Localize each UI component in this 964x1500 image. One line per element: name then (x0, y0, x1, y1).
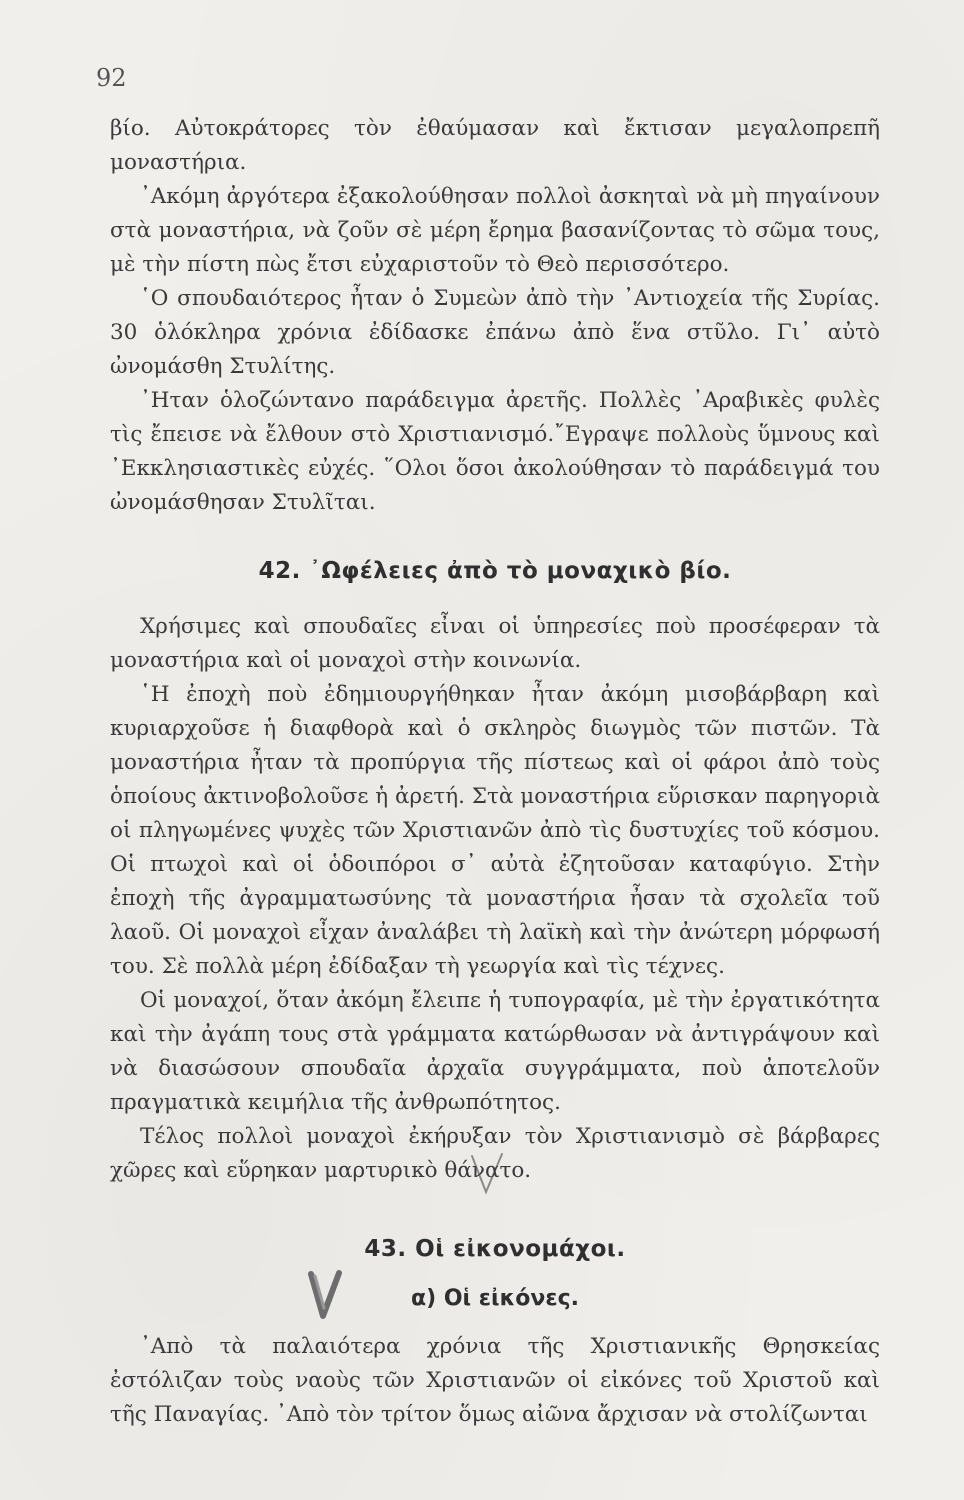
paragraph: ᾿Ακόμη ἀργότερα ἐξακολούθησαν πολλοὶ ἀσκηταὶ νὰ μὴ πηγαίνουν στὰ μοναστήρια, νὰ ζοῦν σὲ μέρη ἔρημα βασανίζοντας τὸ σῶμα τους, μὲ τὴν πίστη πὼς ἔτσι εὐχαριστοῦν τὸ Θεὸ περισσότερο. (110, 184, 880, 277)
subheading-icons: α) Οἱ εἰκόνες. (411, 1286, 579, 1311)
paragraph: Τέλος πολλοὶ μοναχοὶ ἐκήρυξαν τὸν Χριστιανισμὸ σὲ βάρβαρες χῶρες καὶ εὕρηκαν μαρτυρικὸ θάνατο. (110, 1124, 880, 1183)
page-number: 92 (96, 64, 127, 92)
paragraph: ῾Ο σπουδαιότερος ἦταν ὁ Συμεὼν ἀπὸ τὴν ᾿Αντιοχεία τῆς Συρίας. 30 ὁλόκληρα χρόνια ἐδίδασκε ἐπάνω ἀπὸ ἕνα στῦλο. Γι᾿ αὐτὸ ὠνομάσθη Στυλίτης. (110, 286, 880, 379)
paragraph: Χρήσιμες καὶ σπουδαῖες εἶναι οἱ ὑπηρεσίες ποὺ προσέφεραν τὰ μοναστήρια καὶ οἱ μοναχοὶ στὴν κοινωνία. (110, 614, 880, 673)
paragraph: ᾿Ηταν ὁλοζώντανο παράδειγμα ἀρετῆς. Πολλὲς ᾿Αραβικὲς φυλὲς τὶς ἔπεισε νὰ ἔλθουν στὸ Χριστιανισμό.῎Εγραψε πολλοὺς ὕμνους καὶ ᾿Εκκλησιαστικὲς εὐχές. ῞Ολοι ὅσοι ἀκολούθησαν τὸ παράδειγμά του ὠνομάσθησαν Στυλῖται. (110, 388, 880, 515)
paragraph: βίο. Αὐτοκράτορες τὸν ἐθαύμασαν καὶ ἔκτισαν μεγαλοπρεπῆ μοναστήρια. (110, 116, 880, 175)
handwritten-v-mark (308, 1270, 342, 1320)
paragraph: ῾Η ἐποχὴ ποὺ ἐδημιουργήθηκαν ἦταν ἀκόμη μισοβάρβαρη καὶ κυριαρχοῦσε ἡ διαφθορὰ καὶ ὁ σκληρὸς διωγμὸς τῶν πιστῶν. Τὰ μοναστήρια ἦταν τὰ προπύργια τῆς πίστεως καὶ οἱ φάροι ἀπὸ τοὺς ὁποίους ἀκτινοβολοῦσε ἡ ἀρετή. Στὰ μοναστήρια εὕρισκαν παρηγοριὰ οἱ πληγωμένες ψυχὲς τῶν Χριστιανῶν ἀπὸ τὶς δυστυχίες τοῦ κόσμου. Οἱ πτωχοὶ καὶ οἱ ὁδοιπόροι σ᾿ αὐτὰ ἐζητοῦσαν καταφύγιο. Στὴν ἐποχὴ τῆς ἀγραμματωσύνης τὰ μοναστήρια ἦσαν τὰ σχολεῖα τοῦ λαοῦ. Οἱ μοναχοὶ εἶχαν ἀναλάβει τὴ λαϊκὴ καὶ τὴν ἀνώτερη μόρφωσή του. Σὲ πολλὰ μέρη ἐδίδαξαν τὴ γεωργία καὶ τὶς τέχνες. (110, 682, 880, 979)
paragraph: Οἱ μοναχοί, ὅταν ἀκόμη ἔλειπε ἡ τυπογραφία, μὲ τὴν ἐργατικότητα καὶ τὴν ἀγάπη τους στὰ γράμματα κατώρθωσαν νὰ ἀντιγράψουν καὶ νὰ διασώσουν σπουδαῖα ἀρχαῖα συγγράμματα, ποὺ ἀποτελοῦν πραγματικὰ κειμήλια τῆς ἀνθρωπότητος. (110, 988, 880, 1115)
section-heading-43: 43. Οἱ εἰκονομάχοι. (364, 1236, 626, 1262)
section-heading-42: 42. ᾿Ωφέλειες ἀπὸ τὸ μοναχικὸ βίο. (258, 558, 732, 584)
paragraph: ᾿Απὸ τὰ παλαιότερα χρόνια τῆς Χριστιανικῆς Θρησκείας ἐστόλιζαν τοὺς ναοὺς τῶν Χριστιανῶν οἱ εἰκόνες τοῦ Χριστοῦ καὶ τῆς Παναγίας. ᾿Απὸ τὸν τρίτον ὅμως αἰῶνα ἄρχισαν νὰ στολίζωνται (110, 1334, 880, 1427)
body-text (110, 112, 880, 1432)
subheading-wrapper (110, 1282, 880, 1316)
